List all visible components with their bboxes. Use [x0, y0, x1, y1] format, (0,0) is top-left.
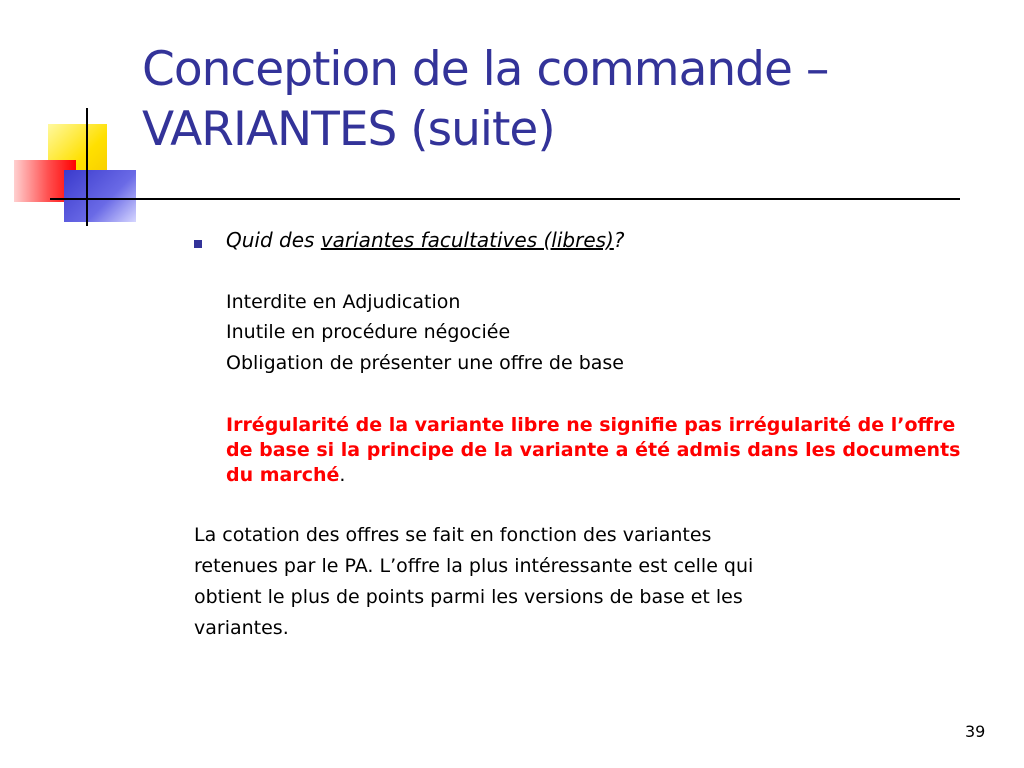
item-line: Obligation de présenter une offre de base [226, 352, 624, 374]
item-line: Inutile en procédure négociée [226, 321, 511, 343]
slide-title [142, 40, 1002, 160]
highlight-period: . [339, 464, 346, 486]
question-suffix: ? [613, 228, 625, 252]
item-line: Interdite en Adjudication [226, 291, 461, 313]
cotation-paragraph [194, 520, 874, 644]
highlight-statement [226, 413, 986, 488]
question-prefix: Quid des [226, 228, 321, 252]
highlight-text: Irrégularité de la variante libre ne signifie pas irrégularité de l’offre de base si la principe de la variante a été admis dans les documents du marché [226, 414, 961, 486]
blue-square [64, 170, 136, 222]
question-line [226, 228, 624, 252]
bullet-icon [194, 240, 202, 248]
title-underline [50, 198, 960, 200]
paragraph-line: obtient le plus de points parmi les versions de base et les [194, 586, 743, 608]
paragraph-line: variantes. [194, 617, 289, 639]
question-link[interactable]: variantes facultatives (libres) [320, 228, 614, 252]
paragraph-line: retenues par le PA. L’offre la plus intéressante est celle qui [194, 555, 754, 577]
vertical-rule [86, 108, 88, 226]
decorative-squares [0, 0, 150, 240]
paragraph-line: La cotation des offres se fait en fonction des variantes [194, 524, 712, 546]
page-number: 39 [965, 722, 986, 741]
title-line-1: Conception de la commande – [142, 42, 829, 97]
title-line-2: VARIANTES (suite) [142, 102, 555, 157]
